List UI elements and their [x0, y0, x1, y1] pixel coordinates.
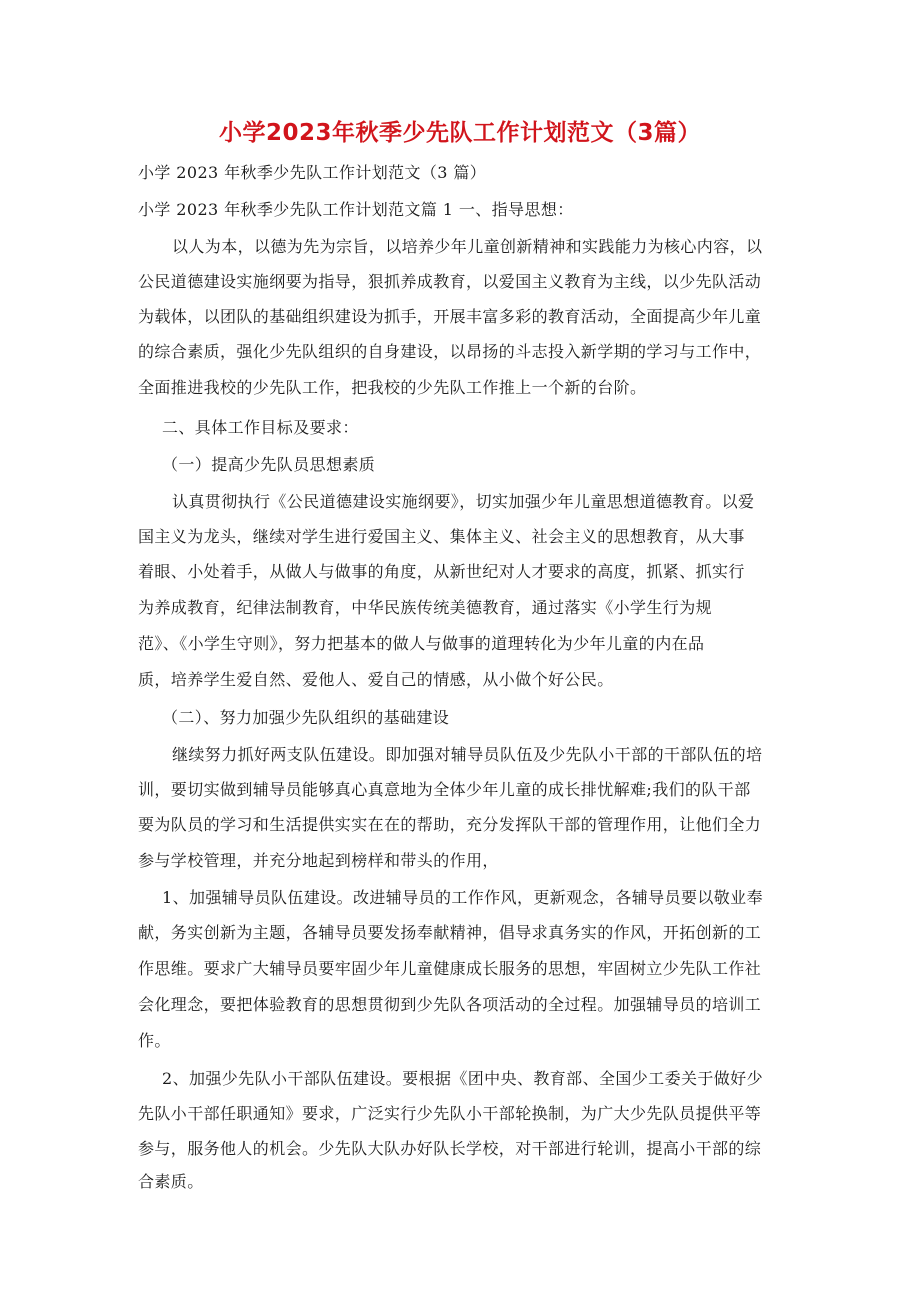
paragraph-line: 1、加强辅导员队伍建设。改进辅导员的工作作风，更新观念，各辅导员要以敬业奉 [162, 888, 763, 907]
subsection-heading: （一）提高少先队员思想素质 [162, 455, 376, 474]
subsection-heading: （二）、努力加强少先队组织的基础建设 [162, 708, 450, 727]
paragraph-line: 作思维。要求广大辅导员要牢固少年儿童健康成长服务的思想，牢固树立少先队工作社 [138, 959, 762, 978]
subtitle-line: 小学 2023 年秋季少先队工作计划范文（3 篇） [138, 163, 487, 182]
section-heading: 二、具体工作目标及要求： [162, 418, 359, 437]
paragraph-line: 参与学校管理，并充分地起到榜样和带头的作用， [138, 851, 499, 870]
paragraph-line: 质，培养学生爱自然、爱他人、爱自己的情感，从小做个好公民。 [138, 670, 614, 689]
paragraph-line: 以人为本，以德为先为宗旨，以培养少年儿童创新精神和实践能力为核心内容，以 [172, 237, 763, 256]
paragraph-line: 训，要切实做到辅导员能够真心真意地为全体少年儿童的成长排忧解难;我们的队干部 [138, 780, 751, 799]
paragraph-line: 公民道德建设实施纲要为指导，狠抓养成教育，以爱国主义教育为主线，以少先队活动 [138, 272, 762, 291]
paragraph-line: 献，务实创新为主题，各辅导员要发扬奉献精神，倡导求真务实的作风，开拓创新的工 [138, 923, 762, 942]
paragraph-line: 会化理念，要把体验教育的思想贯彻到少先队各项活动的全过程。加强辅导员的培训工 [138, 995, 762, 1014]
paragraph-line: 参与，服务他人的机会。少先队大队办好队长学校，对干部进行轮训，提高小干部的综 [138, 1139, 762, 1158]
paragraph-line: 认真贯彻执行《公民道德建设实施纲要》，切实加强少年儿童思想道德教育。以爱 [172, 492, 755, 511]
paragraph-line: 的综合素质，强化少先队组织的自身建设，以昂扬的斗志投入新学期的学习与工作中， [138, 342, 762, 361]
paragraph-line: 为载体，以团队的基础组织建设为抓手，开展丰富多彩的教育活动，全面提高少年儿童 [138, 307, 762, 326]
paragraph-line: 继续努力抓好两支队伍建设。即加强对辅导员队伍及少先队小干部的干部队伍的培 [172, 745, 763, 764]
paragraph-line: 范》、《小学生守则》，努力把基本的做人与做事的道理转化为少年儿童的内在品 [138, 634, 705, 653]
paragraph-line: 要为队员的学习和生活提供实实在在的帮助，充分发挥队干部的管理作用，让他们全力 [138, 815, 762, 834]
paragraph-line: 先队小干部任职通知》要求，广泛实行少先队小干部轮换制，为广大少先队员提供平等 [138, 1104, 762, 1123]
paragraph-line: 全面推进我校的少先队工作，把我校的少先队工作推上一个新的台阶。 [138, 378, 647, 397]
paragraph-line: 国主义为龙头，继续对学生进行爱国主义、集体主义、社会主义的思想教育，从大事 [138, 527, 745, 546]
document-title: 小学2023年秋季少先队工作计划范文（3篇） [218, 120, 702, 146]
paragraph-line: 2、加强少先队小干部队伍建设。要根据《团中央、教育部、全国少工委关于做好少 [162, 1069, 763, 1088]
paragraph-line: 着眼、小处着手，从做人与做事的角度，从新世纪对人才要求的高度，抓紧、抓实行 [138, 562, 745, 581]
paragraph-line: 作。 [138, 1031, 171, 1050]
paragraph-line: 合素质。 [138, 1172, 204, 1191]
section-heading: 小学 2023 年秋季少先队工作计划范文篇 1 一、指导思想： [138, 200, 574, 219]
paragraph-line: 为养成教育，纪律法制教育，中华民族传统美德教育，通过落实《小学生行为规 [138, 598, 713, 617]
